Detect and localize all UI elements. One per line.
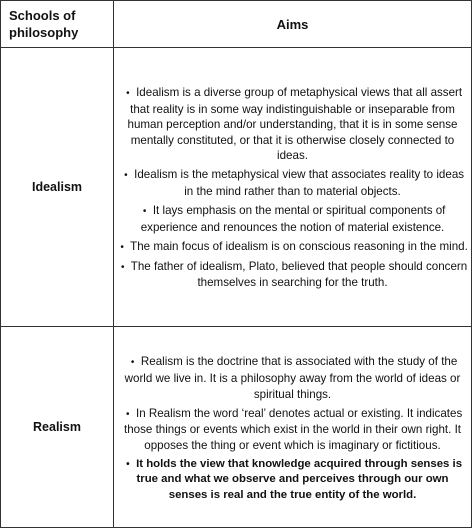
aims-cell-idealism	[114, 48, 472, 327]
list-item	[117, 457, 468, 504]
list-item	[117, 406, 468, 454]
list-item	[117, 167, 468, 199]
header-aims: Aims	[114, 1, 472, 48]
list-item	[117, 203, 468, 235]
list-item	[117, 85, 468, 164]
aim-text: It lays emphasis on the mental or spiritual components of experience and renounces the notion of material existence.	[140, 204, 446, 234]
table-row-realism	[1, 327, 472, 528]
aim-text: Realism is the doctrine that is associated with the study of the world we live in. It is a philosophy away from the world of ideas or spiritual things.	[124, 355, 461, 401]
bullet-icon: •	[120, 241, 124, 253]
aim-text: It holds the view that knowledge acquired through senses is true and what we observe and perceives through our own senses is real and the true entity of the world.	[136, 457, 463, 502]
aims-list-realism	[114, 350, 471, 503]
aim-text: Idealism is the metaphysical view that associates reality to ideas in the mind rather than to material objects.	[134, 168, 465, 198]
aims-cell-realism	[114, 327, 472, 528]
bullet-icon: •	[142, 206, 147, 218]
aims-list-idealism	[114, 83, 471, 291]
bullet-icon: •	[130, 357, 135, 369]
header-row	[1, 1, 472, 48]
bullet-icon: •	[121, 261, 125, 273]
bullet-icon: •	[126, 458, 130, 470]
list-item	[117, 239, 468, 256]
bullet-icon: •	[126, 87, 130, 99]
list-item	[117, 259, 468, 291]
list-item	[117, 354, 468, 402]
aim-text: Idealism is a diverse group of metaphysical views that all assert that reality is in some way indistinguishable or inseparable from human perception and/or understanding, that it is in some sense mentally constituted, or that it is otherwise closely connected to ideas.	[127, 85, 463, 163]
aim-text: The main focus of idealism is on conscious reasoning in the mind.	[130, 239, 468, 253]
table-row-idealism	[1, 48, 472, 327]
school-name-idealism: Idealism	[1, 48, 114, 327]
bullet-icon: •	[125, 408, 130, 420]
aim-text: In Realism the word ‘real’ denotes actual or existing. It indicates those things or events which exist in the world in their own right. It opposes the thing or event which is imaginary or fictitious.	[123, 406, 463, 452]
header-schools-of-philosophy: Schools of philosophy	[1, 1, 114, 48]
bullet-icon: •	[124, 170, 128, 182]
aim-text: The father of idealism, Plato, believed that people should concern themselves in searching for the truth.	[130, 259, 468, 290]
school-name-realism: Realism	[1, 327, 114, 528]
